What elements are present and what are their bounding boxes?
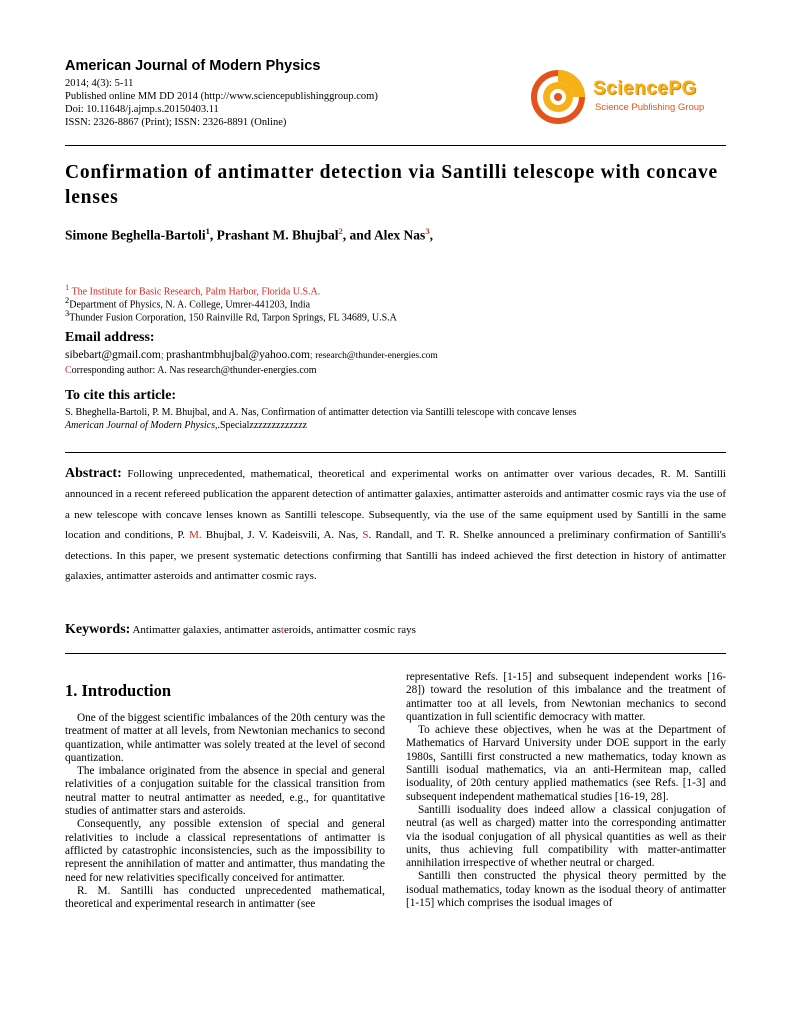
header-rule <box>65 145 726 146</box>
keywords-label: Keywords: <box>65 622 131 637</box>
abstract-label: Abstract: <box>65 466 122 481</box>
author-name: Alex Nas <box>373 227 426 243</box>
affiliation-3: $^3$Thunder Fusion Corporation, 150 Rainville Rd, Tarpon Springs, FL 34689, U.S.A <box>65 308 397 324</box>
paragraph: Consequently, any possible extension of special and general relativities to include a classical representations of antimatter is afflicted by catastrophic inconsistencies, such as the impossibility to represent the annihilation of matter and antimatter, thus mandating the need for new relativities specifically conceived for antimatter. <box>65 818 385 884</box>
paragraph: Santilli then constructed the physical theory permitted by the isodual mathematics, today known as the isodual theory of antimatter [1-15] which comprises the isodual images of <box>406 870 726 910</box>
paragraph: One of the biggest scientific imbalances of the 20th century was the treatment of matter at all levels, from Newtonian mechanics to second quantization, while antimatter was solely treated at the level of second quantization. <box>65 712 385 764</box>
paragraph: Santilli isoduality does indeed allow a classical conjugation of neutral (as well as charged) matter into the corresponding antimatter via the isodual conjugation of all physical quantities as well as their units, thus achieving full compatibility with matter-antimatter annihilation irrespective of whether neutral or charged. <box>406 803 726 870</box>
author-sup: 3 <box>425 226 430 236</box>
journal-header <box>65 58 725 144</box>
paragraph: To achieve these objectives, when he was at the Department of Mathematics of Harvard University under DOE support in the early 1980s, Santilli first constructed a new mathematics, today known as Santilli isodual mathematics, via an anti-Hermitean map, called isoduality, of 20th century applied mathematics (see Refs. [1-3] and subsequent independent mathematical studies [16-19, 28]. <box>406 724 726 803</box>
affiliation-2: $^2$Department of Physics, N. A. College, Umrer-441203, India <box>65 295 311 311</box>
cite-line-2: American Journal of Modern Physics,.Specialzzzzzzzzzzzzz <box>65 420 308 431</box>
cite-line-1: S. Bheghella-Bartoli, P. M. Bhujbal, and A. Nas, Confirmation of antimatter detection via Santilli telescope with concave lenses <box>65 407 577 418</box>
paragraph: The imbalance originated from the absence in special and general relativities of a conjugation suitable for the classical transition from neutral matter to neutral antimatter as needed, e.g., for quantitative studies of antimatter stars and asteroids. <box>65 765 385 818</box>
email-link[interactable]: sibebart@gmail.com <box>65 349 161 361</box>
author-sup: 1 <box>205 226 210 236</box>
author-list: Simone Beghella-Bartoli$^1$, Prashant M. Bhujbal$^2$, and Alex Nas$^3$, <box>65 226 433 243</box>
author-sup: 2 <box>338 226 343 236</box>
abstract: Abstract: Following unprecedented, mathematical, theoretical and experimental works on antimatter over various decades, R. M. Santilli announced in a recent refereed publication the apparent detection of antimatter galaxies, antimatter asteroids and antimatter cosmic rays via the use of a new telescope with concave lenses known as Santilli telescope. Subsequently, via the use of the same equipment used by Santilli in the same location and conditions, P. M. Bhujbal, J. V. Kadeisvili, A. Nas, S. Randall, and T. R. Shelke announced a preliminary confirmation of Santilli's detections. In this paper, we present systematic detections confirming that Santilli has indeed achieved the first detection in history of antimatter galaxies, antimatter asteroids and antimatter cosmic rays. <box>65 466 726 583</box>
abstract-top-rule <box>65 452 726 453</box>
corresponding-author: Corresponding author: A. Nas research@thunder-energies.com <box>65 365 317 376</box>
email-heading: Email address: <box>65 330 155 345</box>
right-column <box>406 671 726 982</box>
paragraph: representative Refs. [1-15] and subsequent independent works [16-28]) toward the resolution of this imbalance and the treatment of antimatter too at all levels, from Newtonian mechanics to second quantization in full scientific democracy with matter. <box>406 671 726 723</box>
keywords: Keywords: Antimatter galaxies, antimatter asteroids, antimatter cosmic rays <box>65 622 416 637</box>
email-link[interactable]: prashantmbhujbal@yahoo.com <box>166 349 310 361</box>
section-title: 1. Introduction <box>65 681 172 700</box>
email-line: sibebart@gmail.com; prashantmbhujbal@yahoo.com; research@thunder-energies.com <box>65 349 438 361</box>
logo-brand-text: SciencePG <box>593 78 697 99</box>
logo-subtitle: Science Publishing Group <box>595 102 705 113</box>
issue-line: 2014; 4(3): 5-11 <box>65 78 134 89</box>
left-column <box>65 712 385 982</box>
journal-name: American Journal of Modern Physics <box>65 58 321 74</box>
cite-heading: To cite this article: <box>65 388 177 403</box>
paper-title: Confirmation of antimatter detection via Santilli telescope with concave lenses <box>65 162 718 208</box>
issn-line: ISSN: 2326-8867 (Print); ISSN: 2326-8891 (Online) <box>65 117 287 128</box>
author-name: Simone Beghella-Bartoli <box>65 227 206 243</box>
author-name: Prashant M. Bhujbal <box>216 227 339 243</box>
doi-line: Doi: 10.11648/j.ajmp.s.20150403.11 <box>65 104 219 115</box>
body-top-rule <box>65 653 726 654</box>
paragraph: R. M. Santilli has conducted unprecedented mathematical, theoretical and experimental research in antimatter (see <box>65 884 385 911</box>
email-link[interactable]: research@thunder-energies.com <box>315 351 438 361</box>
sciencepg-emblem-icon <box>527 66 589 128</box>
affiliation-1: $^1$ The Institute for Basic Research, Palm Harbor, Florida U.S.A. <box>65 282 321 298</box>
published-line: Published online MM DD 2014 (http://www.sciencepublishinggroup.com) <box>65 91 378 102</box>
sciencepg-logo <box>527 66 717 126</box>
